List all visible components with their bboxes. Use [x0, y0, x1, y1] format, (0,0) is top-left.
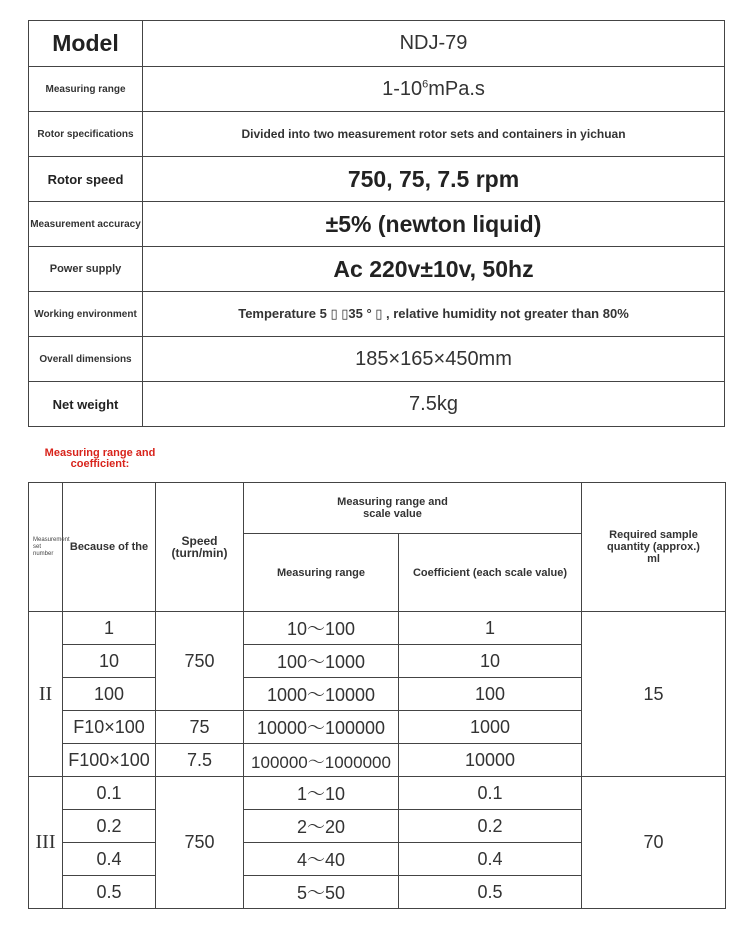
- because-cell: 1: [63, 612, 156, 645]
- speed-header: Speed (turn/min): [156, 483, 244, 612]
- range-header-row-1: [29, 483, 726, 534]
- spec-row-rotor-speed: [29, 157, 725, 202]
- overall-dimensions-value: 185×165×450mm: [143, 337, 725, 382]
- coefficient-cell: 100: [399, 678, 582, 711]
- speed-cell: 75: [156, 711, 244, 744]
- range-cell: 1000～10000: [244, 678, 399, 711]
- because-cell: 100: [63, 678, 156, 711]
- accuracy-label: Measurement accuracy: [29, 202, 143, 247]
- rotor-speed-label: Rotor speed: [29, 157, 143, 202]
- rotor-specifications-label: Rotor specifications: [29, 112, 143, 157]
- working-environment-label: Working environment: [29, 292, 143, 337]
- coefficient-header: Coefficient (each scale value): [399, 534, 582, 612]
- spec-table: [28, 20, 725, 427]
- range-exponent: 6: [422, 77, 429, 90]
- model-label: Model: [29, 21, 143, 67]
- spec-row-overall-dimensions: [29, 337, 725, 382]
- spec-row-net-weight: [29, 382, 725, 427]
- because-header: Because of the: [63, 483, 156, 612]
- working-environment-value: Temperature 5 ▯ ▯35 ° ▯ , relative humidity not greater than 80%: [143, 292, 725, 337]
- range-table: [28, 482, 726, 909]
- quantity-header: Required sample quantity (approx.) ml: [582, 483, 726, 612]
- measuring-range-header: Measuring range: [244, 534, 399, 612]
- set-number-cell: II: [29, 612, 63, 777]
- accuracy-value: ±5% (newton liquid): [143, 202, 725, 247]
- spec-row-model: [29, 21, 725, 67]
- spec-row-rotor-specifications: [29, 112, 725, 157]
- measuring-range-value: [143, 67, 725, 112]
- because-cell: 10: [63, 645, 156, 678]
- because-cell: F10×100: [63, 711, 156, 744]
- range-cell: 5～50: [244, 876, 399, 909]
- because-cell: 0.2: [63, 810, 156, 843]
- speed-cell: 750: [156, 612, 244, 711]
- range-prefix: 1-10: [382, 77, 423, 100]
- power-supply-value: Ac 220v±10v, 50hz: [143, 247, 725, 292]
- because-cell: 0.4: [63, 843, 156, 876]
- speed-cell: 750: [156, 777, 244, 909]
- because-cell: 0.5: [63, 876, 156, 909]
- table-row: [29, 777, 726, 810]
- rotor-specifications-value: Divided into two measurement rotor sets and containers in yichuan: [143, 112, 725, 157]
- range-cell: 10～100: [244, 612, 399, 645]
- coefficient-cell: 0.2: [399, 810, 582, 843]
- set-number-header: Measurement set number: [29, 483, 63, 612]
- net-weight-label: Net weight: [29, 382, 143, 427]
- coefficient-cell: 1000: [399, 711, 582, 744]
- range-cell: 4～40: [244, 843, 399, 876]
- coefficient-cell: 10: [399, 645, 582, 678]
- coefficient-cell: 0.4: [399, 843, 582, 876]
- speed-cell: 7.5: [156, 744, 244, 777]
- quantity-cell: 15: [582, 612, 726, 777]
- because-cell: 0.1: [63, 777, 156, 810]
- because-cell: F100×100: [63, 744, 156, 777]
- range-group-header: Measuring range and scale value: [244, 483, 582, 534]
- range-cell: 1～10: [244, 777, 399, 810]
- rotor-speed-value: 750, 75, 7.5 rpm: [143, 157, 725, 202]
- coefficient-cell: 0.1: [399, 777, 582, 810]
- coefficient-cell: 0.5: [399, 876, 582, 909]
- measuring-range-label: Measuring range: [29, 67, 143, 112]
- overall-dimensions-label: Overall dimensions: [29, 337, 143, 382]
- range-cell: 10000～100000: [244, 711, 399, 744]
- spec-row-measuring-range: [29, 67, 725, 112]
- range-cell: 100000～1000000: [244, 744, 399, 777]
- range-unit: mPa.s: [428, 77, 485, 100]
- range-cell: 100～1000: [244, 645, 399, 678]
- set-number-cell: III: [29, 777, 63, 909]
- range-cell: 2～20: [244, 810, 399, 843]
- spec-row-working-environment: [29, 292, 725, 337]
- coefficient-cell: 1: [399, 612, 582, 645]
- spec-row-accuracy: [29, 202, 725, 247]
- net-weight-value: 7.5kg: [143, 382, 725, 427]
- spec-row-power-supply: [29, 247, 725, 292]
- power-supply-label: Power supply: [29, 247, 143, 292]
- table-row: [29, 612, 726, 645]
- section-title: Measuring range and coefficient:: [44, 447, 156, 470]
- quantity-cell: 70: [582, 777, 726, 909]
- model-value: NDJ-79: [143, 21, 725, 67]
- coefficient-cell: 10000: [399, 744, 582, 777]
